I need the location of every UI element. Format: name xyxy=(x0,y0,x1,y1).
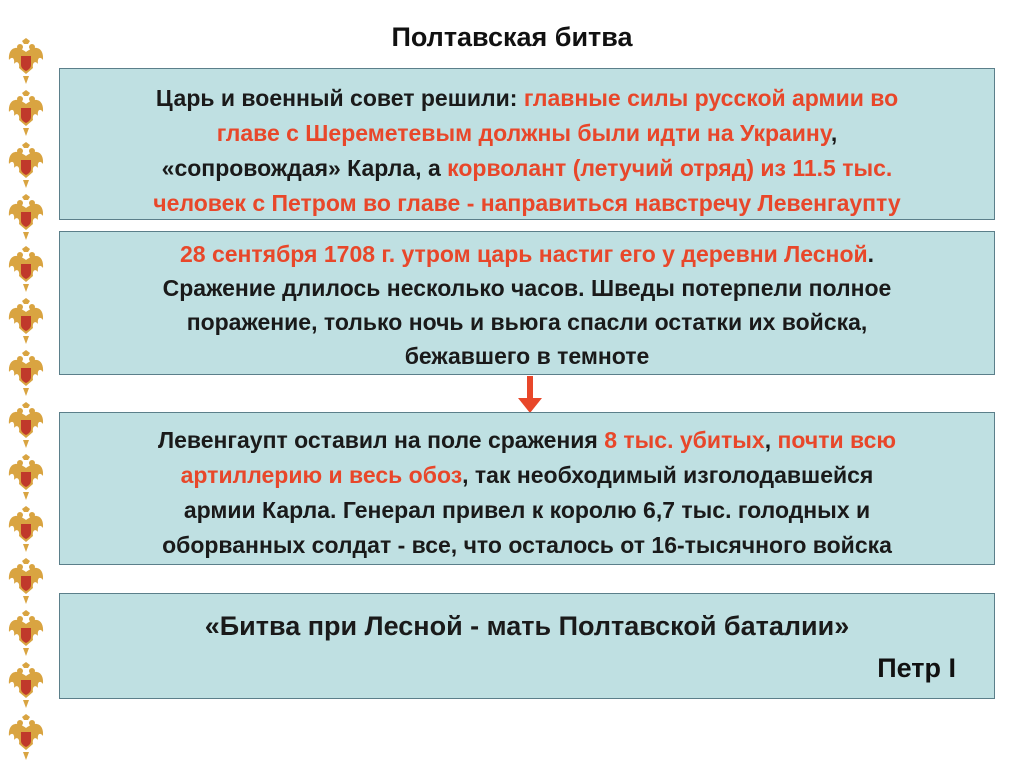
double-headed-eagle-icon xyxy=(6,90,46,138)
double-headed-eagle-icon xyxy=(6,662,46,710)
quote-text: «Битва при Лесной - мать Полтавской баталии» xyxy=(204,611,850,641)
double-headed-eagle-icon xyxy=(6,350,46,398)
highlight-span: артиллерию и весь обоз xyxy=(180,462,463,488)
quote-box xyxy=(59,593,995,699)
line: армии Карла. Генерал привел к королю 6,7 тыс. голодных и xyxy=(183,497,871,523)
text-span: Царь и военный совет решили: xyxy=(155,85,524,111)
double-headed-eagle-icon xyxy=(6,714,46,762)
line: оборванных солдат - все, что осталось от 16-тысячного войска xyxy=(162,532,892,558)
double-headed-eagle-icon xyxy=(6,194,46,242)
double-headed-eagle-icon xyxy=(6,454,46,502)
line xyxy=(60,151,994,186)
double-headed-eagle-icon xyxy=(6,506,46,554)
emblem-strip xyxy=(0,38,52,767)
highlight-span: человек с Петром во главе - направиться навстречу Левенгаупту xyxy=(153,190,901,216)
line xyxy=(60,81,994,116)
line xyxy=(60,116,994,151)
text-span: , так необходимый изголодавшейся xyxy=(462,462,874,488)
double-headed-eagle-icon xyxy=(6,142,46,190)
text-span: , xyxy=(764,427,778,453)
double-headed-eagle-icon xyxy=(6,610,46,658)
highlight-span: 28 сентября 1708 г. утром царь настиг его у деревни Лесной xyxy=(179,241,868,267)
line: Сражение длилось несколько часов. Шведы потерпели полное xyxy=(162,275,892,301)
text-box-losses xyxy=(59,412,995,565)
text-span: Левенгаупт оставил на поле сражения xyxy=(157,427,605,453)
line xyxy=(60,186,994,221)
highlight-span: главе с Шереметевым должны были идти на Украину xyxy=(216,120,831,146)
line xyxy=(60,423,994,458)
text-span: , xyxy=(830,120,838,146)
arrow-down-icon xyxy=(517,376,543,414)
line xyxy=(60,237,994,271)
double-headed-eagle-icon xyxy=(6,246,46,294)
text-span: «сопровождая» Карла, а xyxy=(161,155,448,181)
line: поражение, только ночь и вьюга спасли остатки их войска, xyxy=(186,309,868,335)
page-title: Полтавская битва xyxy=(391,22,633,52)
highlight-span: 8 тыс. убитых xyxy=(604,427,765,453)
double-headed-eagle-icon xyxy=(6,558,46,606)
highlight-span: корволант (летучий отряд) из 11.5 тыс. xyxy=(447,155,893,181)
text-box-council-decision xyxy=(59,68,995,220)
highlight-span: главные силы русской армии во xyxy=(523,85,899,111)
quote-author: Петр I xyxy=(877,653,956,683)
double-headed-eagle-icon xyxy=(6,298,46,346)
double-headed-eagle-icon xyxy=(6,402,46,450)
line: бежавшего в темноте xyxy=(404,343,650,369)
line xyxy=(60,458,994,493)
text-box-battle-lesnaya xyxy=(59,231,995,375)
highlight-span: почти всю xyxy=(777,427,897,453)
text-span: . xyxy=(867,241,875,267)
